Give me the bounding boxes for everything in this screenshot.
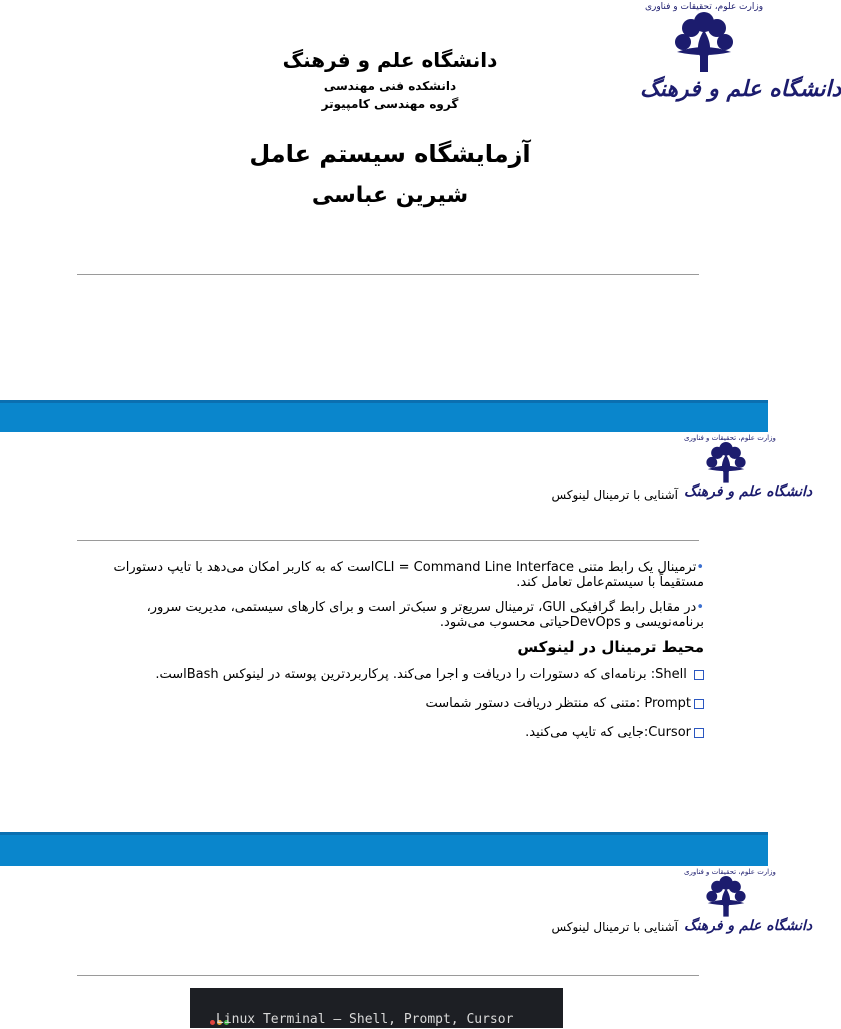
- flame-emblem-icon: [701, 876, 751, 918]
- department-name: گروه مهندسی کامپیوتر: [321, 97, 459, 111]
- checkbox-icon: [694, 728, 704, 738]
- university-logo: [640, 2, 841, 102]
- checkbox-icon: [694, 670, 704, 680]
- slide-heading: آشنایی با ترمینال لینوکس: [551, 488, 678, 502]
- university-wordmark: دانشگاه علم و فرهنگ: [684, 918, 813, 934]
- bullet-item: •ترمینال یک رابط متنی CLI = Command Line Interfaceاست که به کاربر امکان می‌دهد با تایپ دستورات مستقیماً با سیستم‌عامل تعامل کند.: [113, 560, 704, 590]
- terminal-intro-slide: [0, 432, 813, 832]
- slide-content: [90, 560, 704, 754]
- divider: [77, 540, 699, 541]
- course-title: آزمایشگاه سیستم عامل: [249, 140, 531, 168]
- divider: [77, 274, 699, 275]
- divider: [77, 975, 699, 976]
- terminal-window: [190, 988, 563, 1028]
- university-wordmark: دانشگاه علم و فرهنگ: [640, 76, 841, 102]
- ministry-label: وزارت علوم، تحقیقات و فناوری: [644, 2, 764, 12]
- list-item: Prompt :متنی که منتظر دریافت دستور شماست: [90, 696, 704, 711]
- flame-emblem-icon: [667, 12, 741, 74]
- slide-separator: [0, 832, 768, 866]
- checkbox-icon: [694, 699, 704, 709]
- ministry-label: وزارت علوم، تحقیقات و فناوری: [684, 434, 776, 442]
- bullet-item: •در مقابل رابط گرافیکی GUI، ترمینال سریع‌تر و سبک‌تر است و برای کارهای سیستمی، مدیریت سرور، برنامه‌نویسی و DevOpsحیاتی محسوب می‌شود.: [146, 600, 704, 630]
- university-name: دانشگاه علم و فرهنگ: [282, 48, 498, 72]
- title-slide: [0, 0, 841, 400]
- university-wordmark: دانشگاه علم و فرهنگ: [684, 484, 813, 500]
- close-dot-icon: [210, 1020, 215, 1025]
- terminal-demo-slide: [0, 866, 813, 1027]
- university-logo: [684, 868, 813, 934]
- university-logo: [684, 434, 813, 500]
- slide-separator: [0, 400, 768, 432]
- section-subheading: محیط ترمینال در لینوکس: [517, 638, 704, 656]
- faculty-name: دانشکده فنی مهندسی: [323, 79, 457, 93]
- terminal-title: Linux Terminal — Shell, Prompt, Cursor: [216, 1012, 514, 1027]
- author-name: شیرین عباسی: [311, 183, 469, 208]
- flame-emblem-icon: [701, 442, 751, 484]
- ministry-label: وزارت علوم، تحقیقات و فناوری: [684, 868, 776, 876]
- list-item: Shell: برنامه‌ای که دستورات را دریافت و اجرا می‌کند. پرکاربردترین پوسته در لینوکس Bashاست.: [90, 667, 704, 682]
- list-item: Cursor:جایی که تایپ می‌کنید.: [90, 725, 704, 740]
- slide-heading: آشنایی با ترمینال لینوکس: [551, 920, 678, 934]
